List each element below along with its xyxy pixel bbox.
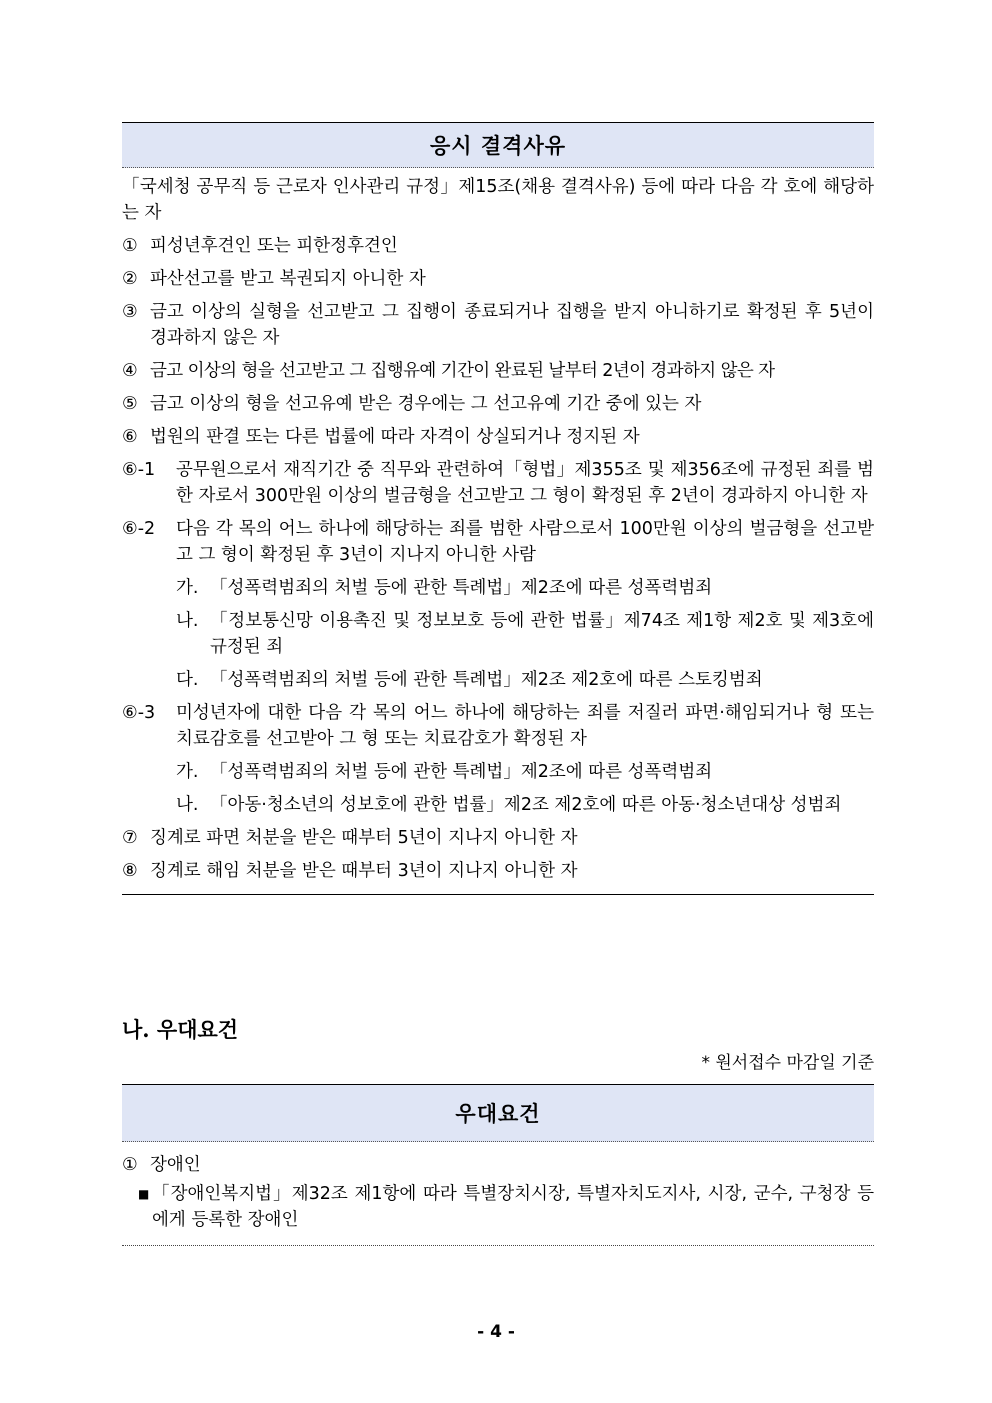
sub-item-text: 「성폭력범죄의 처벌 등에 관한 특례법」제2조에 따른 성폭력범죄 [210, 762, 713, 782]
disqualification-intro: 「국세청 공무직 등 근로자 인사관리 규정」제15조(채용 결격사유) 등에 따라 다음 각 호에 해당하는 자 [122, 177, 874, 223]
sub-item-number: 다. [176, 670, 199, 690]
bullet-text: 「장애인복지법」제32조 제1항에 따라 특별장치시장, 특별자치도지사, 시장, 군수, 구청장 등에게 등록한 장애인 [152, 1184, 874, 1230]
square-bullet-icon: ■ [138, 1187, 150, 1201]
sub-list-item [122, 667, 874, 693]
list-item [122, 266, 874, 292]
item-number: ⑤ [122, 394, 138, 414]
sub-list-item [122, 575, 874, 601]
item-text: 금고 이상의 실형을 선고받고 그 집행이 종료되거나 집행을 받지 아니하기로 확정된 후 5년이 경과하지 않은 자 [150, 302, 874, 348]
list-item [122, 233, 874, 259]
item-number: ⑦ [122, 828, 138, 848]
item-number: ④ [122, 361, 138, 381]
list-item [122, 1152, 874, 1178]
list-item [122, 700, 874, 752]
list-item [122, 299, 874, 351]
list-item [122, 358, 874, 384]
item-number: ① [122, 1155, 138, 1175]
sub-list-item [122, 792, 874, 818]
page-number: - 4 - [477, 1322, 515, 1342]
deadline-note: * 원서접수 마감일 기준 [701, 1053, 874, 1073]
item-text: 다음 각 목의 어느 하나에 해당하는 죄를 범한 사람으로서 100만원 이상의 벌금형을 선고받고 그 형이 확정된 후 3년이 지나지 아니한 사람 [176, 519, 874, 565]
sub-item-text: 「정보통신망 이용촉진 및 정보보호 등에 관한 법률」제74조 제1항 제2호 및 제3호에 규정된 죄 [210, 611, 874, 657]
list-item [122, 424, 874, 450]
item-number: ② [122, 269, 138, 289]
item-text: 징계로 파면 처분을 받은 때부터 5년이 지나지 아니한 자 [150, 828, 578, 848]
preference-box [122, 1084, 874, 1246]
item-number: ⑥-1 [122, 460, 156, 480]
sub-item-text: 「성폭력범죄의 처벌 등에 관한 특례법」제2조 제2호에 따른 스토킹범죄 [210, 670, 763, 690]
sub-item-number: 나. [176, 795, 199, 815]
list-item [122, 825, 874, 851]
item-number: ⑥-3 [122, 703, 156, 723]
sub-item-text: 「아동·청소년의 성보호에 관한 법률」제2조 제2호에 따른 아동·청소년대상 성범죄 [210, 795, 842, 815]
section-heading: 나. 우대요건 [122, 1017, 239, 1042]
item-text: 징계로 해임 처분을 받은 때부터 3년이 지나지 아니한 자 [150, 861, 578, 881]
item-text: 파산선고를 받고 복권되지 아니한 자 [150, 269, 426, 289]
disqualification-title: 응시 결격사유 [122, 123, 874, 168]
item-text: 미성년자에 대한 다음 각 목의 어느 하나에 해당하는 죄를 저질러 파면·해임되거나 형 또는 치료감호를 선고받아 그 형 또는 치료감호가 확정된 자 [176, 703, 874, 749]
item-text: 금고 이상의 형을 선고유예 받은 경우에는 그 선고유예 기간 중에 있는 자 [150, 394, 702, 414]
disqualification-box [122, 122, 874, 895]
sub-item-number: 가. [176, 578, 199, 598]
list-item [122, 858, 874, 884]
bullet-item [122, 1181, 874, 1233]
sub-item-number: 나. [176, 611, 199, 631]
item-text: 피성년후견인 또는 피한정후견인 [150, 236, 398, 256]
sub-list-item [122, 759, 874, 785]
item-text: 공무원으로서 재직기간 중 직무와 관련하여「형법」제355조 및 제356조에 규정된 죄를 범한 자로서 300만원 이상의 벌금형을 선고받고 그 형이 확정된 후 2년이 경과하지 아니한 자 [176, 460, 874, 506]
sub-list-item [122, 608, 874, 660]
item-number: ⑥ [122, 427, 138, 447]
item-number: ① [122, 236, 138, 256]
list-item [122, 391, 874, 417]
list-item [122, 516, 874, 568]
item-text: 금고 이상의 형을 선고받고 그 집행유예 기간이 완료된 날부터 2년이 경과하지 않은 자 [150, 361, 775, 381]
sub-item-text: 「성폭력범죄의 처벌 등에 관한 특례법」제2조에 따른 성폭력범죄 [210, 578, 713, 598]
item-number: ⑧ [122, 861, 138, 881]
sub-item-number: 가. [176, 762, 199, 782]
item-number: ③ [122, 302, 138, 322]
item-number: ⑥-2 [122, 519, 156, 539]
item-text: 법원의 판결 또는 다른 법률에 따라 자격이 상실되거나 정지된 자 [150, 427, 640, 447]
item-text: 장애인 [150, 1155, 201, 1175]
preference-title: 우대요건 [122, 1085, 874, 1142]
list-item [122, 457, 874, 509]
